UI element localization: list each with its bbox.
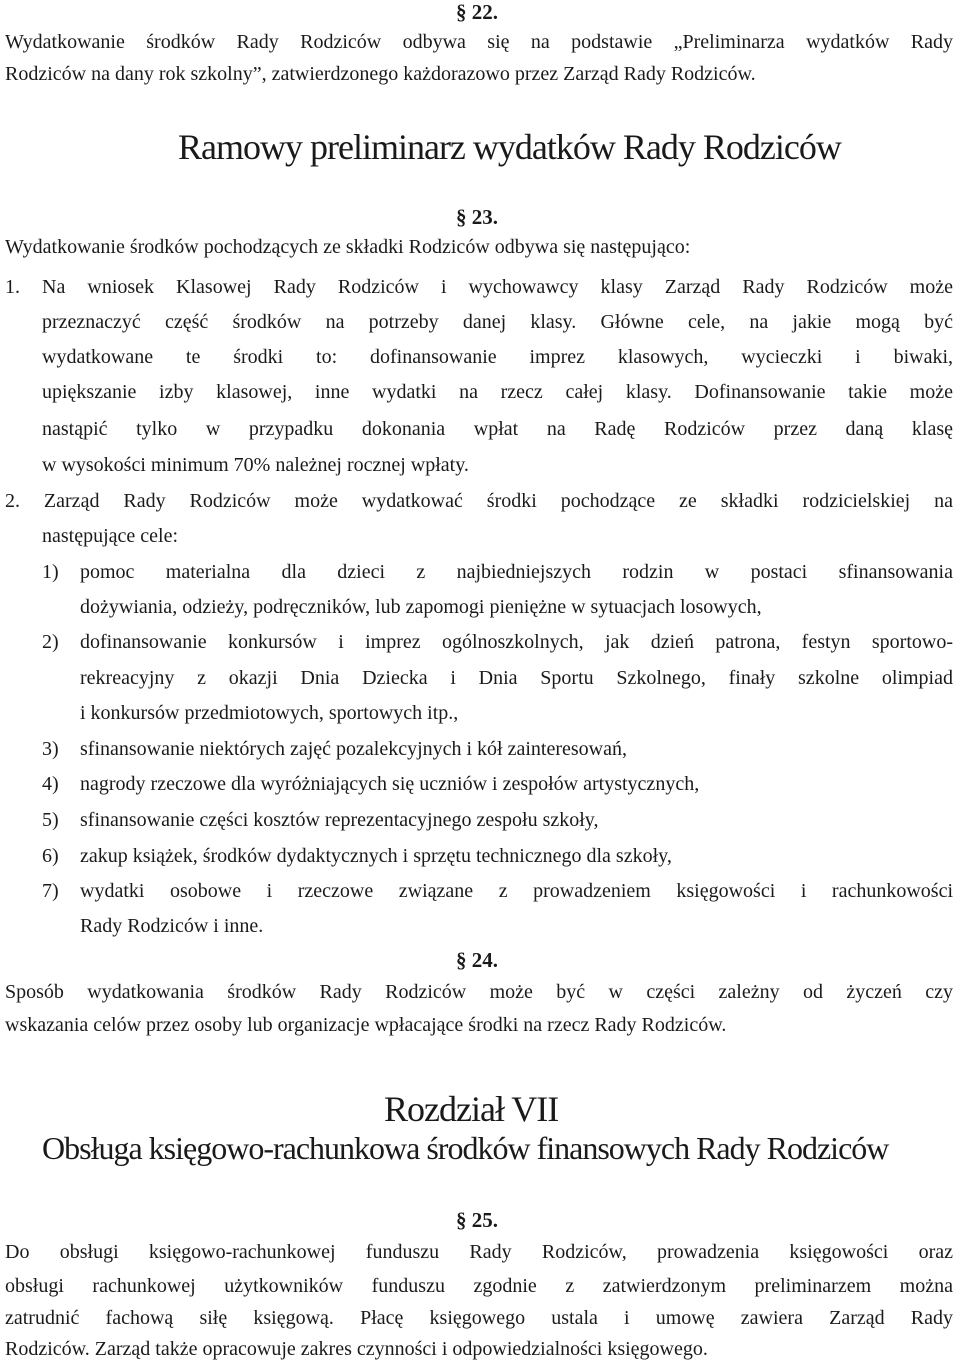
list-item-line: sfinansowanie części kosztów reprezentacyjnego zespołu szkoły, <box>80 809 599 831</box>
section-24-line: wskazania celów przez osoby lub organizacje wpłacające środki na rzecz Rady Rodziców. <box>5 1014 727 1036</box>
section-23-title: § 23. <box>456 205 498 229</box>
list-item-line: i konkursów przedmiotowych, sportowych itp., <box>80 702 459 724</box>
list-item-number: 6) <box>42 845 59 867</box>
list-item-number: 5) <box>42 809 59 831</box>
section-25-line: Rodziców. Zarząd także opracowuje zakres czynności i odpowiedzialności księgowego. <box>5 1338 708 1360</box>
list-item-number: 3) <box>42 738 59 760</box>
point-1-line: w wysokości minimum 70% należnej rocznej wpłaty. <box>42 454 469 476</box>
point-1-line: wydatkowane te środki to: dofinansowanie imprez klasowych, wycieczki i biwaki, <box>42 346 953 368</box>
section-23-intro: Wydatkowanie środków pochodzących ze składki Rodziców odbywa się następująco: <box>5 236 691 258</box>
list-item-line: rekreacyjny z okazji Dnia Dziecka i Dnia Sportu Szkolnego, finały szkolne olimpiad <box>80 667 953 689</box>
chapter-title: Rozdział VII <box>384 1089 559 1129</box>
point-2-line: następujące cele: <box>42 525 179 547</box>
list-item-line: nagrody rzeczowe dla wyróżniających się uczniów i zespołów artystycznych, <box>80 773 700 795</box>
section-25-title: § 25. <box>456 1208 498 1232</box>
point-1-line: 1. Na wniosek Klasowej Rady Rodziców i wychowawcy klasy Zarząd Rady Rodziców może <box>5 276 953 298</box>
main-heading: Ramowy preliminarz wydatków Rady Rodziców <box>178 127 841 167</box>
point-1-line: upiększanie izby klasowej, inne wydatki na rzecz całej klasy. Dofinansowanie takie może <box>42 381 953 403</box>
section-25-line: Do obsługi księgowo-rachunkowej funduszu Rady Rodziców, prowadzenia księgowości oraz <box>5 1241 953 1263</box>
section-22-title: § 22. <box>456 0 498 24</box>
point-1-line: nastąpić tylko w przypadku dokonania wpłat na Radę Rodziców przez daną klasę <box>42 418 953 440</box>
section-24-title: § 24. <box>456 948 498 972</box>
list-item-line: dożywiania, odzieży, podręczników, lub zapomogi pieniężne w sytuacjach losowych, <box>80 596 762 618</box>
list-item-number: 1) <box>42 561 59 583</box>
section-25-line: zatrudnić fachową siłę księgową. Płacę księgowego ustala i umowę zawiera Zarząd Rady <box>5 1307 953 1329</box>
point-1-line: przeznaczyć część środków na potrzeby danej klasy. Główne cele, na jakie mogą być <box>42 311 953 333</box>
list-item-number: 2) <box>42 631 59 653</box>
list-item-line: sfinansowanie niektórych zajęć pozalekcyjnych i kół zainteresowań, <box>80 738 628 760</box>
list-item-line: Rady Rodziców i inne. <box>80 915 264 937</box>
list-item-line: zakup książek, środków dydaktycznych i sprzętu technicznego dla szkoły, <box>80 845 672 867</box>
section-24-line: Sposób wydatkowania środków Rady Rodziców może być w części zależny od życzeń czy <box>5 981 953 1003</box>
list-item-number: 4) <box>42 773 59 795</box>
chapter-subtitle: Obsługa księgowo-rachunkowa środków finansowych Rady Rodziców <box>42 1130 889 1166</box>
section-22-line: Wydatkowanie środków Rady Rodziców odbywa się na podstawie „Preliminarza wydatków Rady <box>5 31 953 53</box>
list-item-line: wydatki osobowe i rzeczowe związane z prowadzeniem księgowości i rachunkowości <box>80 880 953 902</box>
list-item-number: 7) <box>42 880 59 902</box>
list-item-line: pomoc materialna dla dzieci z najbiedniejszych rodzin w postaci sfinansowania <box>80 561 953 583</box>
point-2-line: 2. Zarząd Rady Rodziców może wydatkować środki pochodzące ze składki rodzicielskiej na <box>5 490 953 512</box>
list-item-line: dofinansowanie konkursów i imprez ogólnoszkolnych, jak dzień patrona, festyn sportowo- <box>80 631 953 653</box>
section-22-line: Rodziców na dany rok szkolny”, zatwierdzonego każdorazowo przez Zarząd Rady Rodziców. <box>5 63 756 85</box>
section-25-line: obsługi rachunkowej użytkowników funduszu zgodnie z zatwierdzonym preliminarzem można <box>5 1275 953 1297</box>
